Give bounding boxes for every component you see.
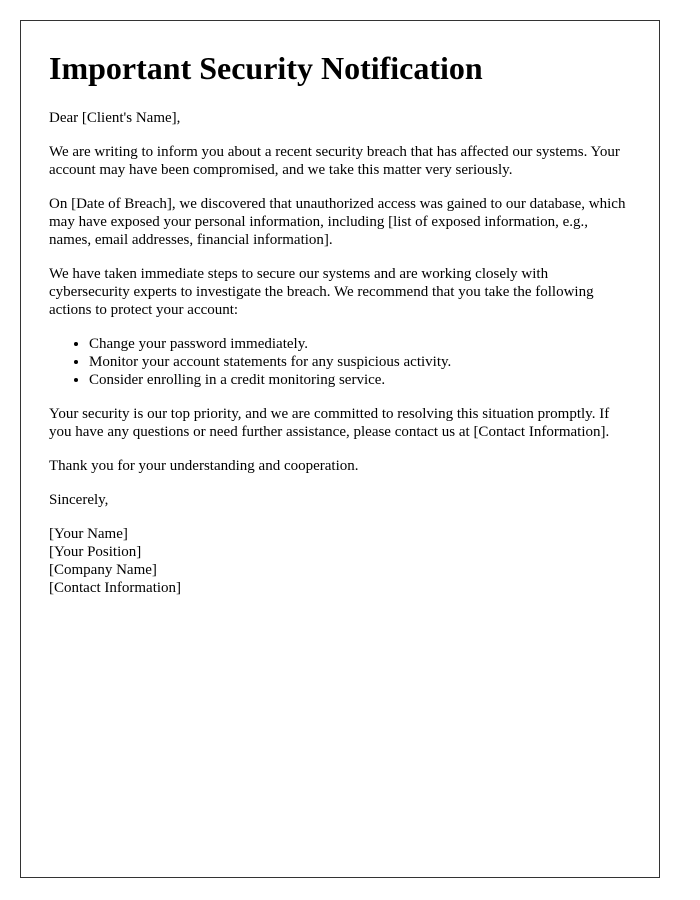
recommended-actions-list [49,335,631,389]
signature-name: [Your Name] [49,526,128,543]
recommendation-paragraph: We have taken immediate steps to secure our systems and are working closely with cybersecurity experts to investigate the breach. We recommend that you take the following actions to protect your account: [49,266,594,319]
signature-block [49,525,631,597]
letter-title: Important Security Notification [49,50,483,86]
thanks-paragraph: Thank you for your understanding and cooperation. [49,458,359,475]
list-item: • Change your password immediately. [89,335,631,353]
intro-paragraph: We are writing to inform you about a recent security breach that has affected our systems. Your account may have been compromised, and we take this matter very seriously. [49,144,620,179]
salutation: Dear [Client's Name], [49,110,181,127]
list-item: • Consider enrolling in a credit monitoring service. [89,371,631,389]
breach-details-paragraph: On [Date of Breach], we discovered that unauthorized access was gained to our database, which may have exposed your personal information, including [list of exposed information, e.g., names, email addresses, financial information]. [49,196,626,249]
priority-paragraph: Your security is our top priority, and we are committed to resolving this situation promptly. If you have any questions or need further assistance, please contact us at [Contact Information]. [49,406,610,441]
signature-company: [Company Name] [49,562,157,579]
sign-off: Sincerely, [49,492,109,509]
signature-contact: [Contact Information] [49,580,182,597]
list-item: • Monitor your account statements for any suspicious activity. [89,353,631,371]
signature-position: [Your Position] [49,544,142,561]
letter-page [20,20,660,878]
